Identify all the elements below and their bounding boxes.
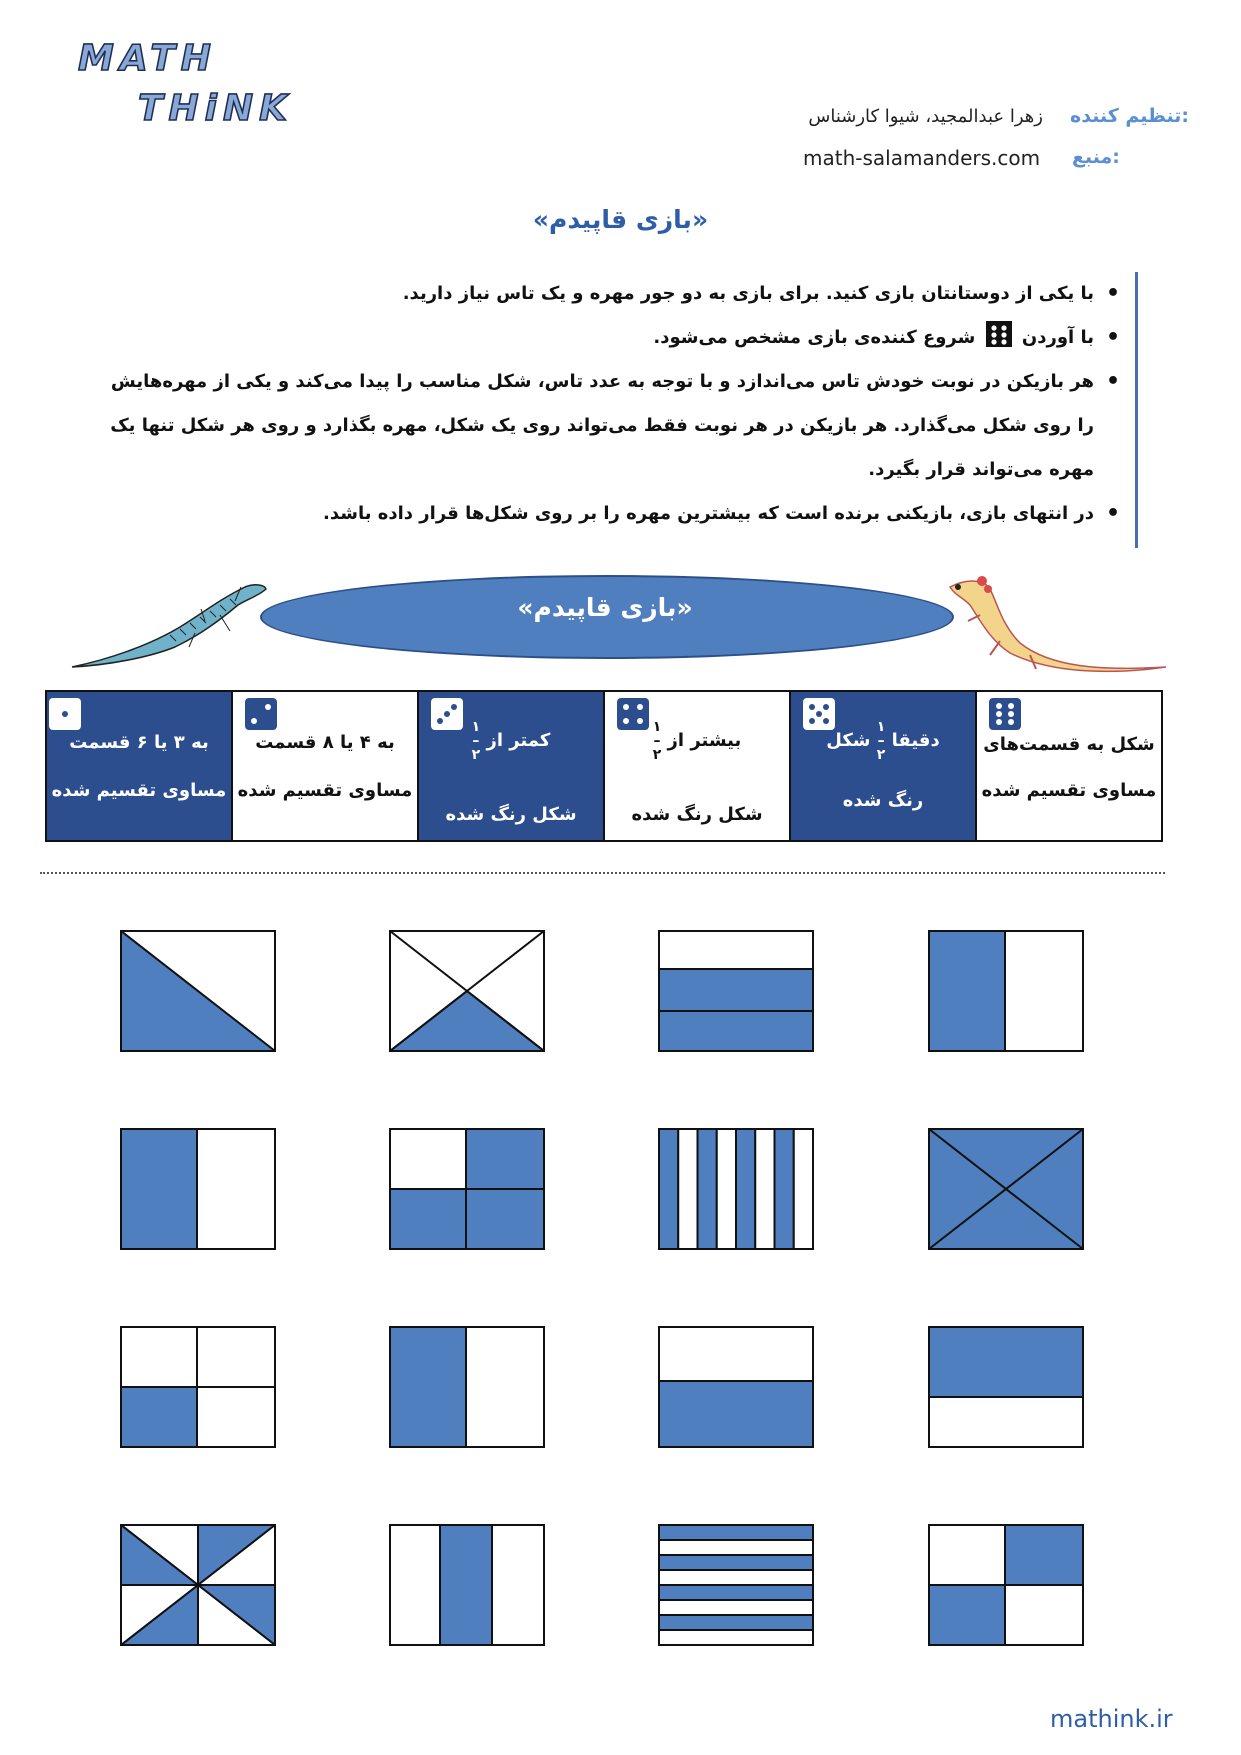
cell-line-1: شکل به قسمت‌های bbox=[983, 734, 1155, 755]
dice-one-icon bbox=[49, 698, 81, 730]
cell-line-1: به ۳ یا ۶ قسمت bbox=[69, 732, 209, 753]
rules-bar bbox=[1135, 272, 1138, 548]
author-value: زهرا عبدالمجید، شیوا کارشناس bbox=[808, 106, 1043, 127]
fraction-shape-two-cols-left bbox=[389, 1326, 545, 1448]
dice-two-icon bbox=[245, 698, 277, 730]
logo bbox=[78, 38, 294, 138]
source-value: math-salamanders.com bbox=[803, 146, 1041, 170]
right-lizard-icon bbox=[940, 575, 1170, 675]
banner-row bbox=[70, 575, 1170, 675]
fraction-shape-three-rows-middle bbox=[658, 930, 814, 1052]
rules-list bbox=[96, 272, 1116, 536]
dice-cell-4 bbox=[603, 692, 789, 840]
page-title: «بازی قاپیدم» bbox=[532, 205, 709, 234]
rule-text-after: شروع کننده‌ی بازی مشخص می‌شود. bbox=[653, 327, 976, 348]
cell-line-1: به ۴ یا ۸ قسمت bbox=[255, 732, 395, 753]
fraction-shape-stripes-rows-half bbox=[658, 1524, 814, 1646]
dice-cell-3 bbox=[417, 692, 603, 840]
fraction-shape-two-cols-left bbox=[928, 930, 1084, 1052]
fraction-shape-quarters-3-shaded bbox=[389, 1128, 545, 1250]
rule-item: • هر بازیکن در نوبت خودش تاس می‌اندازد و با توجه به عدد تاس، شکل مناسب را پیدا می‌کند و یکی از مهره‌هایش را روی شکل می‌گذارد. هر بازیکن در هر نوبت فقط می‌تواند روی یک شکل، مهره بگذارد و روی هر شکل تنها یک مهره می‌تواند قرار بگیرد. bbox=[96, 360, 1116, 492]
fraction-half: ۱ – ۲ bbox=[471, 719, 481, 763]
fraction-shape-quarters-1-shaded bbox=[120, 1326, 276, 1448]
rule-item: • در انتهای بازی، بازیکنی برنده است که بیشترین مهره را بر روی شکل‌ها قرار داده باشد. bbox=[96, 492, 1116, 536]
fraction-shape-diagonal-half bbox=[120, 930, 276, 1052]
rule-item: • با یکی از دوستانتان بازی کنید. برای بازی به دو جور مهره و یک تاس نیاز دارید. bbox=[96, 272, 1116, 316]
fraction-shape-x-bottom-triangle bbox=[389, 930, 545, 1052]
fraction-half: ۱ – ۲ bbox=[652, 719, 662, 763]
cell-line-2: شکل رنگ شده bbox=[445, 804, 577, 825]
cell-line-1 bbox=[419, 720, 603, 762]
dice-cell-5 bbox=[789, 692, 975, 840]
cell-line-1 bbox=[791, 720, 975, 762]
cell-text: دقیقا bbox=[891, 730, 940, 751]
logo-line-1: MATH bbox=[78, 38, 217, 79]
cell-line-2: مساوی تقسیم شده bbox=[237, 780, 413, 801]
left-lizard-icon bbox=[70, 575, 270, 670]
cell-line-2: شکل رنگ شده bbox=[631, 804, 763, 825]
dice-cell-1 bbox=[47, 692, 231, 840]
dice-cell-2 bbox=[231, 692, 417, 840]
banner-title: «بازی قاپیدم» bbox=[517, 593, 693, 622]
dice-table bbox=[45, 690, 1163, 842]
source-label: منبع: bbox=[1072, 146, 1120, 168]
logo-line-2: THiNK bbox=[138, 88, 294, 129]
cell-line-2: رنگ شده bbox=[842, 790, 924, 811]
footer-site: mathink.ir bbox=[1050, 1705, 1173, 1733]
dotted-divider bbox=[40, 872, 1165, 874]
fraction-shape-two-rows-bottom bbox=[658, 1326, 814, 1448]
fraction-shape-x-all-shaded bbox=[928, 1128, 1084, 1250]
cell-line-2: مساوی تقسیم شده bbox=[51, 780, 227, 801]
fraction-shape-two-cols-left bbox=[120, 1128, 276, 1250]
cell-line-1 bbox=[605, 720, 789, 762]
author-label: تنظیم کننده: bbox=[1070, 105, 1190, 127]
fraction-shape-two-rows-top bbox=[928, 1326, 1084, 1448]
dice-cell-6 bbox=[975, 692, 1161, 840]
cell-text: کمتر از bbox=[486, 730, 551, 751]
cell-line-2: مساوی تقسیم شده bbox=[981, 780, 1157, 801]
cell-text: شکل bbox=[826, 730, 871, 751]
dice-six-icon bbox=[986, 321, 1012, 347]
cell-text: بیشتر از bbox=[667, 730, 742, 751]
dice-six-icon bbox=[989, 698, 1021, 730]
fraction-shape-eighths-alt bbox=[120, 1524, 276, 1646]
fraction-shape-quarters-diagonal bbox=[928, 1524, 1084, 1646]
fraction-half: ۱ – ۲ bbox=[876, 719, 886, 763]
rule-item bbox=[96, 316, 1116, 360]
fraction-shape-three-cols-middle bbox=[389, 1524, 545, 1646]
rule-text-before: با آوردن bbox=[1021, 327, 1094, 348]
fraction-shape-stripes-8-half bbox=[658, 1128, 814, 1250]
